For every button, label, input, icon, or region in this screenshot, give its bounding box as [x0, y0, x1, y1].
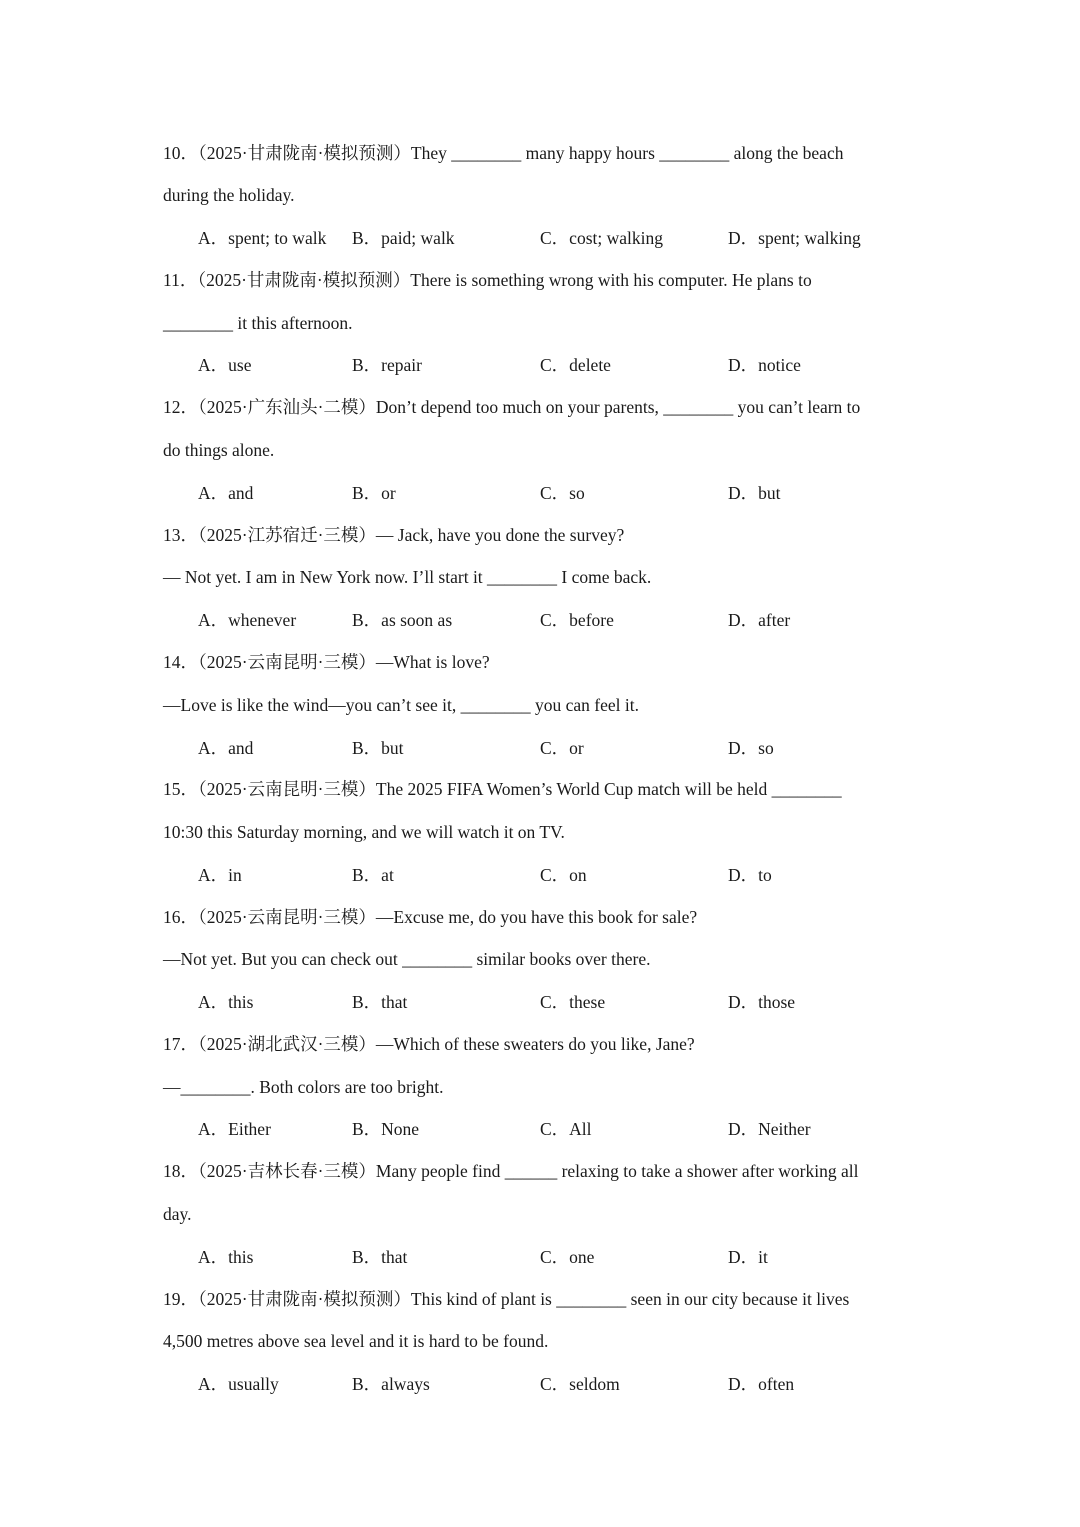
option-a[interactable]: A．usually: [198, 1374, 279, 1394]
question-stem: 17．（2025·湖北武汉·三模）—Which of these sweaters do you like, Jane?: [163, 1034, 695, 1054]
option-c[interactable]: C．so: [540, 483, 585, 503]
question-stem-continued: —Not yet. But you can check out ________ similar books over there.: [163, 949, 651, 969]
option-d[interactable]: D．those: [728, 992, 796, 1012]
option-b[interactable]: B．repair: [352, 355, 422, 375]
question-stem: 15．（2025·云南昆明·三模）The 2025 FIFA Women’s World Cup match will be held ________: [163, 779, 842, 799]
option-c[interactable]: C．one: [540, 1247, 595, 1267]
option-a[interactable]: A．this: [198, 1247, 254, 1267]
question-stem-continued: do things alone.: [163, 440, 275, 460]
option-a[interactable]: A．spent; to walk: [198, 228, 327, 248]
question-stem: 10．（2025·甘肃陇南·模拟预测）They ________ many happy hours ________ along the beach: [163, 143, 844, 163]
option-d[interactable]: D．spent; walking: [728, 228, 861, 248]
option-a[interactable]: A．and: [198, 483, 254, 503]
option-c[interactable]: C．delete: [540, 355, 611, 375]
option-d[interactable]: D．after: [728, 610, 791, 630]
option-d[interactable]: D．to: [728, 865, 772, 885]
option-d[interactable]: D．so: [728, 738, 774, 758]
question-stem-continued: ________ it this afternoon.: [163, 313, 353, 333]
option-a[interactable]: A．use: [198, 355, 252, 375]
question-stem: 13．（2025·江苏宿迁·三模）— Jack, have you done the survey?: [163, 525, 625, 545]
option-b[interactable]: B．as soon as: [352, 610, 453, 630]
question-stem: 19．（2025·甘肃陇南·模拟预测）This kind of plant is ________ seen in our city because it lives: [163, 1289, 850, 1309]
option-d[interactable]: D．but: [728, 483, 781, 503]
question-stem-continued: —________. Both colors are too bright.: [163, 1077, 444, 1097]
option-d[interactable]: D．it: [728, 1247, 768, 1267]
option-c[interactable]: C．seldom: [540, 1374, 620, 1394]
question-stem: 11．（2025·甘肃陇南·模拟预测）There is something wrong with his computer. He plans to: [163, 270, 812, 290]
option-b[interactable]: B．paid; walk: [352, 228, 455, 248]
question-stem-continued: during the holiday.: [163, 185, 295, 205]
option-a[interactable]: A．whenever: [198, 610, 297, 630]
question-stem: 14．（2025·云南昆明·三模）—What is love?: [163, 652, 490, 672]
option-c[interactable]: C．All: [540, 1119, 592, 1139]
option-c[interactable]: C．or: [540, 738, 584, 758]
option-d[interactable]: D．notice: [728, 355, 801, 375]
question-stem-continued: 10:30 this Saturday morning, and we will watch it on TV.: [163, 822, 565, 842]
option-c[interactable]: C．on: [540, 865, 587, 885]
option-a[interactable]: A．and: [198, 738, 254, 758]
option-c[interactable]: C．these: [540, 992, 606, 1012]
question-stem-continued: — Not yet. I am in New York now. I’ll start it ________ I come back.: [163, 567, 652, 587]
option-b[interactable]: B．always: [352, 1374, 430, 1394]
option-b[interactable]: B．but: [352, 738, 404, 758]
option-c[interactable]: C．before: [540, 610, 614, 630]
option-b[interactable]: B．None: [352, 1119, 420, 1139]
option-b[interactable]: B．that: [352, 992, 408, 1012]
option-b[interactable]: B．at: [352, 865, 394, 885]
option-a[interactable]: A．this: [198, 992, 254, 1012]
question-stem-continued: —Love is like the wind—you can’t see it, ________ you can feel it.: [163, 695, 639, 715]
question-stem-continued: 4,500 metres above sea level and it is hard to be found.: [163, 1331, 549, 1351]
option-b[interactable]: B．that: [352, 1247, 408, 1267]
question-stem-continued: day.: [163, 1204, 192, 1224]
option-a[interactable]: A．in: [198, 865, 242, 885]
option-d[interactable]: D．Neither: [728, 1119, 811, 1139]
question-stem: 12．（2025·广东汕头·二模）Don’t depend too much on your parents, ________ you can’t learn to: [163, 397, 861, 417]
question-stem: 16．（2025·云南昆明·三模）—Excuse me, do you have this book for sale?: [163, 907, 698, 927]
option-a[interactable]: A．Either: [198, 1119, 271, 1139]
option-c[interactable]: C．cost; walking: [540, 228, 663, 248]
option-d[interactable]: D．often: [728, 1374, 795, 1394]
option-b[interactable]: B．or: [352, 483, 396, 503]
question-stem: 18．（2025·吉林长春·三模）Many people find ______ relaxing to take a shower after working all: [163, 1161, 859, 1181]
